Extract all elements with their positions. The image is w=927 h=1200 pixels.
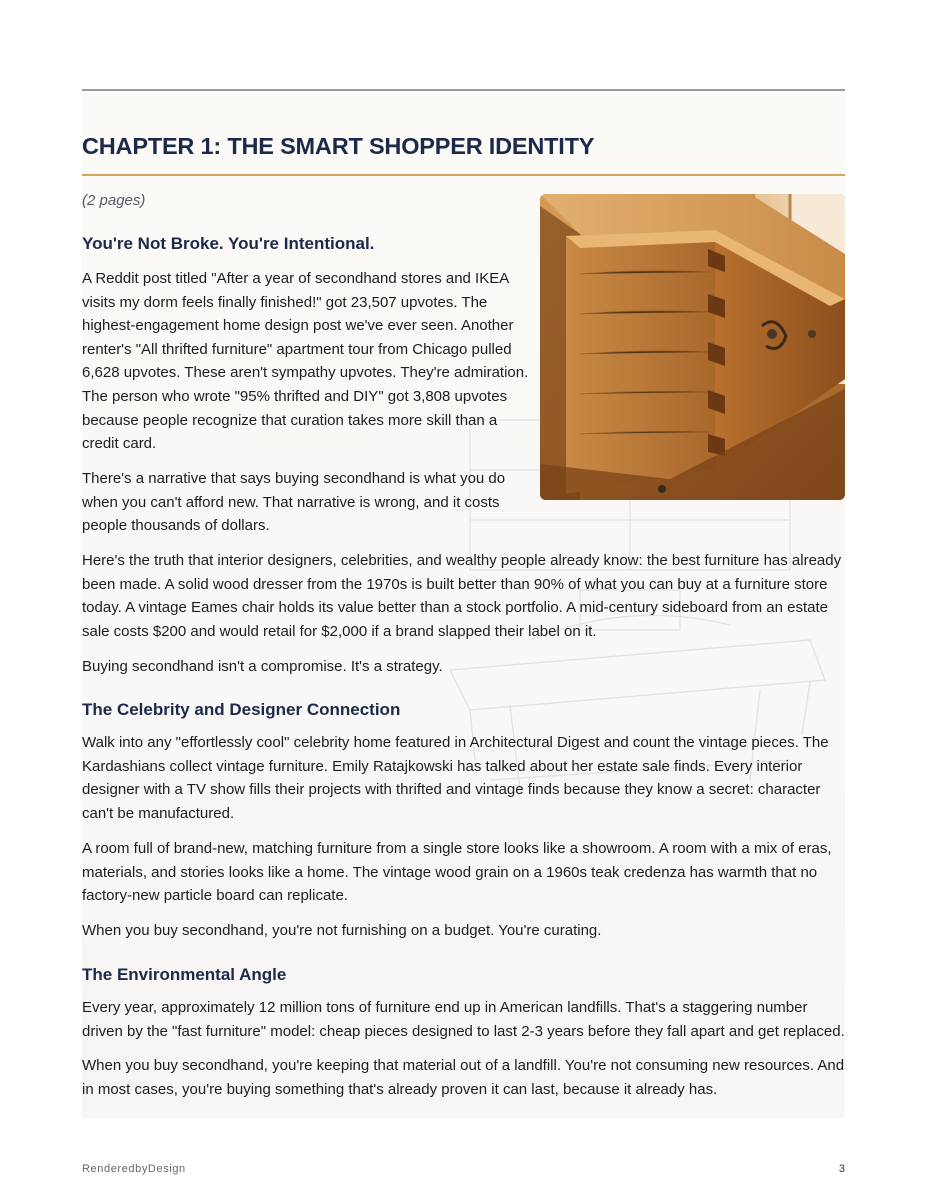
paragraph-curating: When you buy secondhand, you're not furnishing on a budget. You're curating. xyxy=(82,922,602,939)
paragraph-resources: When you buy secondhand, you're keeping that material out of a landfill. You're not consuming new resources. And in most cases, you're buying something that's already proven it can last, because it already has. xyxy=(82,1057,845,1098)
page-count-note: (2 pages) xyxy=(82,192,146,209)
chapter-title: CHAPTER 1: THE SMART SHOPPER IDENTITY xyxy=(82,133,595,159)
paragraph-showroom: A room full of brand-new, matching furniture from a single store looks like a showroom. A room with a mix of eras, materials, and stories looks like a home. The vintage wood grain on a 1960s teak credenza has warmth that no factory-new particle board can replicate. xyxy=(82,840,832,905)
paragraph-reddit: A Reddit post titled "After a year of secondhand stores and IKEA visits my dorm feels finally finished!" got 23,507 upvotes. The highest-engagement home design post we've ever seen. Another renter's "All thrifted furniture" apartment tour from Chicago pulled 6,628 upvotes. These aren't sympathy upvotes. They're admiration. The person who wrote "95% thrifted and DIY" got 3,808 upvotes because people recognize that curation takes more skill than a credit card. xyxy=(82,270,529,453)
title-divider xyxy=(82,174,845,176)
paragraph-strategy: Buying secondhand isn't a compromise. It's a strategy. xyxy=(82,658,443,675)
paragraph-celebrity: Walk into any "effortlessly cool" celebrity home featured in Architectural Digest and count the vintage pieces. The Kardashians collect vintage furniture. Emily Ratajkowski has talked about her estate sale finds. Every interior designer with a TV show fills their projects with thrifted and vintage finds because they know a secret: character can't be manufactured. xyxy=(82,734,829,822)
page-number: 3 xyxy=(838,1163,845,1175)
paragraph-landfill: Every year, approximately 12 million tons of furniture end up in American landfills. That's a staggering number driven by the "fast furniture" model: cheap pieces designed to last 2-3 years before they fall apart and get replaced. xyxy=(82,999,845,1040)
paragraph-truth: Here's the truth that interior designers, celebrities, and wealthy people already know: the best furniture has already been made. A solid wood dresser from the 1970s is built better than 90% of what you can buy at a furniture store today. A vintage Eames chair holds its value better than a stock portfolio. A mid-century sideboard from an estate sale costs $200 and would retail for $2,000 if a brand slapped their label on it. xyxy=(82,552,842,640)
section-heading-celebrity: The Celebrity and Designer Connection xyxy=(82,700,401,719)
section-heading-environment: The Environmental Angle xyxy=(82,965,287,984)
paragraph-narrative: There's a narrative that says buying secondhand is what you do when you can't afford new. That narrative is wrong, and it costs people thousands of dollars. xyxy=(82,470,506,535)
footer-brand: RenderedbyDesign xyxy=(82,1163,186,1175)
section-heading-intentional: You're Not Broke. You're Intentional. xyxy=(82,234,375,253)
dovetail-drawer-photo xyxy=(540,194,845,500)
